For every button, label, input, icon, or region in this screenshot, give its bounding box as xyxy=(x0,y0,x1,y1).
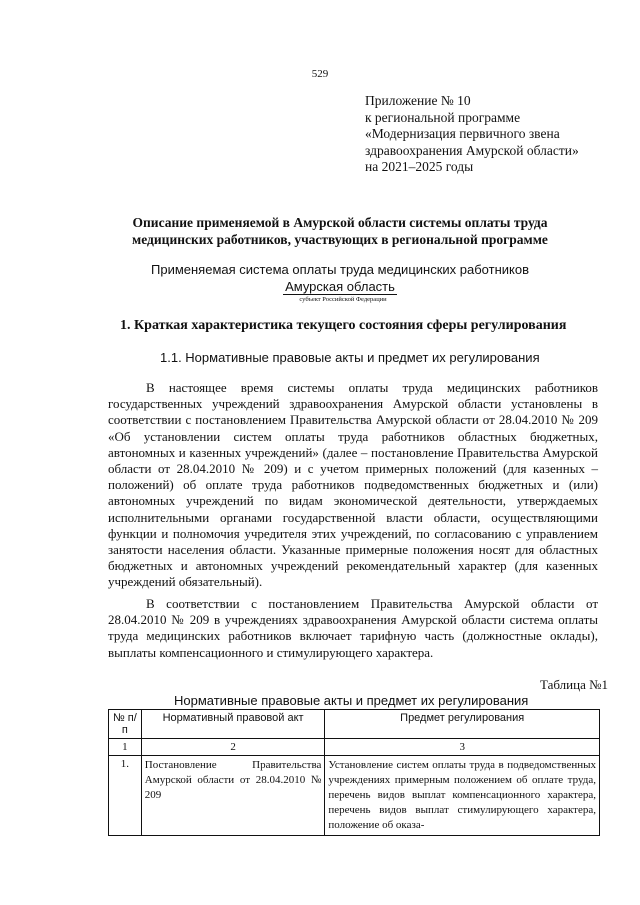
row-subject: Установление систем оплаты труда в подведомственных учреждениях примерным положением об оплате труда, перечень видов выплат компенсационного характера, перечень видов выплат стимулирующего характера, положение об оказа- xyxy=(325,756,600,836)
paragraph-2-text: В соответствии с постановлением Правительства Амурской области от 28.04.2010 № 209 в учреждениях здравоохранения Амурской области система оплаты труда медицинских работников включает тарифную часть (должностные оклады), выплаты компенсационного и стимулирующего характера. xyxy=(108,596,598,660)
page-number: 529 xyxy=(311,68,329,80)
table-header-row xyxy=(109,710,600,739)
column-number: 3 xyxy=(325,739,600,756)
header-subject: Предмет регулирования xyxy=(325,710,600,739)
system-line: Применяемая система оплаты труда медицинских работников xyxy=(151,262,529,277)
row-num: 1. xyxy=(109,756,142,836)
subsection-heading: 1.1. Нормативные правовые акты и предмет их регулирования xyxy=(160,350,540,365)
column-number: 1 xyxy=(109,739,142,756)
appendix-line: «Модернизация первичного звена xyxy=(365,126,560,141)
paragraph-1-text: В настоящее время системы оплаты труда медицинских работников государственных учреждений здравоохранения Амурской области установлены в соответствии с постановлением Правительства Амурской области от 28.04.2010 № 209 «Об установлении систем оплаты труда работников областных бюджетных, автономных и казенных учреждений» (далее – постановление Правительства Амурской области от 28.04.2010 № 209) и с учетом примерных положений (для казенных – положений) об оплате труда работников подведомственных бюджетных и (или) автономных учреждений по видам экономической деятельности, утверждаемых исполнительными органами государственной власти области, осуществляющими функции и полномочия учредителя этих учреждений, по согласованию с управлением занятости населения области. Указанные примерные положения носят для областных бюджетных и автономных учреждений рекомендательный характер (для казенных учреждений обязательный). xyxy=(108,380,598,590)
title-line-1: Описание применяемой в Амурской области системы оплаты труда xyxy=(132,215,548,230)
column-number: 2 xyxy=(141,739,325,756)
appendix-line: здравоохранения Амурской области» xyxy=(365,142,579,158)
region-name: Амурская область xyxy=(285,279,395,294)
appendix-line: на 2021–2025 годы xyxy=(365,159,474,174)
table-row xyxy=(109,756,600,836)
column-number-row xyxy=(109,739,600,756)
table-label: Таблица №1 xyxy=(540,677,609,692)
appendix-line: к региональной программе xyxy=(365,109,521,125)
header-num: № п/п xyxy=(109,710,142,739)
section-heading: 1. Краткая характеристика текущего состояния сферы регулирования xyxy=(120,318,567,333)
regulation-table xyxy=(108,709,600,836)
paragraph-2 xyxy=(108,596,598,661)
region-note: субъект Российской Федерации xyxy=(299,296,387,303)
appendix-block xyxy=(365,93,579,176)
appendix-line: Приложение № 10 xyxy=(365,93,471,108)
header-act: Нормативный правовой акт xyxy=(141,710,325,739)
paragraph-1 xyxy=(108,380,598,591)
document-title xyxy=(80,214,600,248)
table-title: Нормативные правовые акты и предмет их регулирования xyxy=(174,693,529,708)
region-field xyxy=(0,279,640,294)
row-act: Постановление Правительства Амурской области от 28.04.2010 № 209 xyxy=(141,756,325,836)
title-line-2: медицинских работников, участвующих в региональной программе xyxy=(132,232,548,247)
